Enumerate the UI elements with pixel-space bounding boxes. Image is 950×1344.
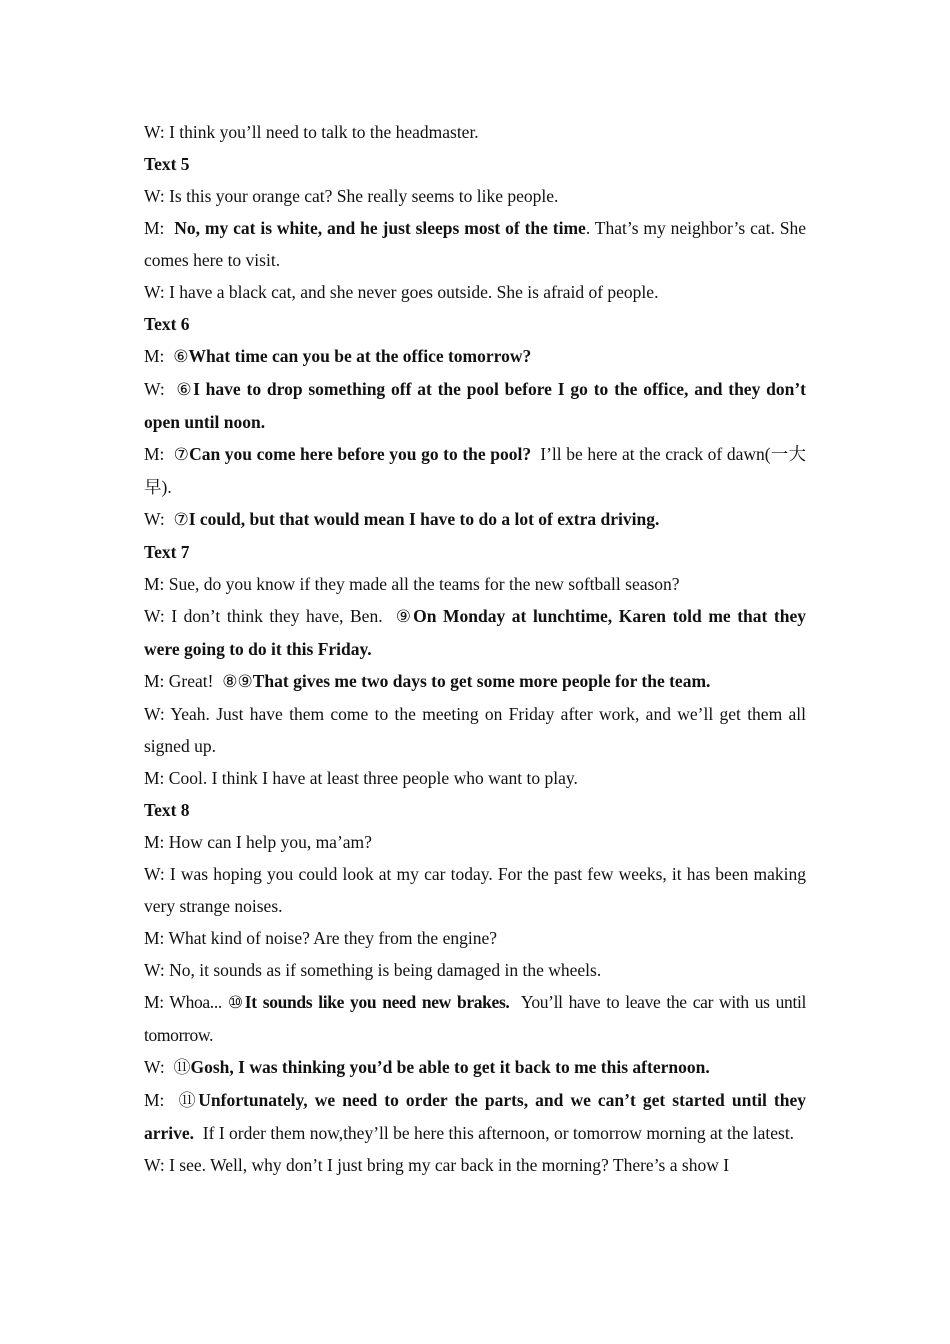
question-number-marker: ⑪ xyxy=(173,1058,191,1078)
key-answer-text: Unfortunately, we need to order the parts, and we can’t get started until they arrive. xyxy=(144,1090,807,1143)
dialogue-line: M: What kind of noise? Are they from the engine? xyxy=(144,928,497,948)
speaker-label: M: xyxy=(144,444,165,464)
dialogue-line xyxy=(144,212,806,276)
question-number-marker: ⑦ xyxy=(173,510,189,530)
section-heading-text5: Text 5 xyxy=(144,154,190,174)
question-number-marker: ⑥ xyxy=(173,347,189,367)
dialogue-text: M: Great! xyxy=(144,671,214,691)
key-answer-text: Gosh, I was thinking you’d be able to get it back to me this afternoon. xyxy=(190,1057,710,1077)
speaker-label: W: xyxy=(144,509,165,529)
key-answer-text: No, my cat is white, and he just sleeps most of the time xyxy=(174,218,586,238)
dialogue-line: M: How can I help you, ma’am? xyxy=(144,832,372,852)
dialogue-line: W: No, it sounds as if something is being damaged in the wheels. xyxy=(144,960,602,980)
dialogue-line: M: Cool. I think I have at least three people who want to play. xyxy=(144,768,578,788)
dialogue-line: W: I have a black cat, and she never goes outside. She is afraid of people. xyxy=(144,282,659,302)
dialogue-text: If I order them now,they’ll be here this afternoon, or tomorrow morning at the latest. xyxy=(202,1123,795,1143)
speaker-label: M: xyxy=(144,1090,165,1110)
dialogue-line xyxy=(144,1051,806,1084)
dialogue-line xyxy=(144,503,806,536)
section-heading-text6: Text 6 xyxy=(144,314,190,334)
key-answer-text: On Monday at lunchtime, Karen told me that they were going to do it this Friday. xyxy=(144,606,806,659)
dialogue-line xyxy=(144,373,806,438)
question-number-marker: ⑪ xyxy=(178,1091,199,1111)
key-answer-text: What time can you be at the office tomorrow? xyxy=(188,346,532,366)
dialogue-text: W: I don’t think they have, Ben. xyxy=(144,606,383,626)
dialogue-line xyxy=(144,340,806,373)
dialogue-line xyxy=(144,1084,806,1149)
dialogue-text: . That’s my neighbor’s cat. She comes here to visit. xyxy=(144,218,807,270)
key-answer-text: That gives me two days to get some more people for the team. xyxy=(252,671,711,691)
question-number-marker: ⑦ xyxy=(173,445,190,465)
question-number-marker: ⑥ xyxy=(176,380,194,400)
section-heading-text7: Text 7 xyxy=(144,542,190,562)
question-number-marker: ⑨ xyxy=(395,607,414,627)
dialogue-text: I’ll be here at the crack of dawn(一大早). xyxy=(144,444,807,497)
dialogue-line: W: I see. Well, why don’t I just bring my car back in the morning? There’s a show I xyxy=(144,1155,730,1175)
dialogue-line xyxy=(144,986,806,1051)
dialogue-text: You’ll have to leave the car with us until tomorrow. xyxy=(144,992,806,1045)
dialogue-line xyxy=(144,438,806,503)
dialogue-line: W: I was hoping you could look at my car today. For the past few weeks, it has been making very strange noises. xyxy=(144,864,806,916)
speaker-label: M: xyxy=(144,346,165,366)
dialogue-line: M: Sue, do you know if they made all the teams for the new softball season? xyxy=(144,574,680,594)
question-number-marker: ⑧⑨ xyxy=(222,672,253,692)
speaker-label: M: xyxy=(144,218,165,238)
speaker-label: W: xyxy=(144,1057,165,1077)
key-answer-text: Can you come here before you go to the pool? xyxy=(189,444,532,464)
dialogue-line: W: I think you’ll need to talk to the headmaster. xyxy=(144,122,479,142)
key-answer-text: I have to drop something off at the pool before I go to the office, and they don’t open until noon. xyxy=(144,379,807,432)
section-heading-text8: Text 8 xyxy=(144,800,190,820)
dialogue-text: M: Whoa... xyxy=(144,992,222,1012)
dialogue-line: W: Is this your orange cat? She really seems to like people. xyxy=(144,186,559,206)
key-answer-text: I could, but that would mean I have to do a lot of extra driving. xyxy=(188,509,660,529)
dialogue-line xyxy=(144,665,806,698)
dialogue-line: W: Yeah. Just have them come to the meeting on Friday after work, and we’ll get them all signed up. xyxy=(144,704,806,756)
key-answer-text: It sounds like you need new brakes. xyxy=(244,992,510,1012)
dialogue-line xyxy=(144,600,806,665)
speaker-label: W: xyxy=(144,379,165,399)
question-number-marker: ⑩ xyxy=(227,993,245,1013)
transcript-page xyxy=(144,116,806,1181)
